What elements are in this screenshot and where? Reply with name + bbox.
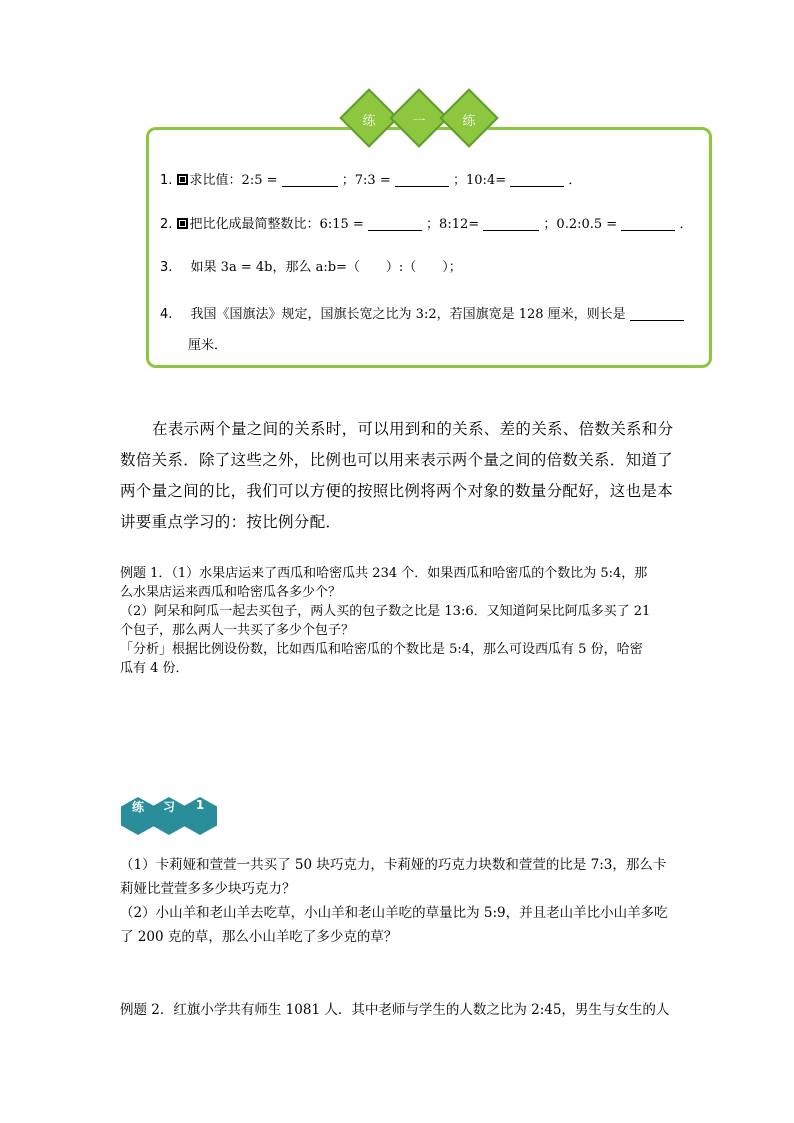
- exercise-line: 莉娅比萱萱多多少块巧克力？: [120, 881, 296, 897]
- question-text: ；7:3 =: [341, 173, 391, 188]
- intro-line: 数倍关系．除了这些之外，比例也可以用来表示两个量之间的倍数关系．知道了: [120, 451, 674, 469]
- analysis-line: 瓜有 4 份．: [120, 661, 189, 676]
- practice-header-label-1: 练: [362, 114, 376, 129]
- example-line: 么水果店运来西瓜和哈密瓜各多少个？: [120, 585, 342, 600]
- question-4: [160, 306, 684, 324]
- intro-paragraph: [120, 414, 690, 538]
- intro-line: 在表示两个量之间的关系时，可以用到和的关系、差的关系、倍数关系和分: [152, 420, 674, 438]
- question-text: ．: [568, 173, 582, 188]
- practice-box: [146, 127, 712, 368]
- answer-blank[interactable]: [483, 216, 539, 231]
- checkbox-icon: [177, 218, 188, 229]
- example-line: 个包子，那么两人一共买了多少个包子？: [120, 623, 355, 638]
- question-3: [160, 259, 462, 277]
- question-number: 2.: [160, 217, 173, 232]
- checkbox-icon: [177, 174, 188, 185]
- answer-blank[interactable]: [621, 216, 675, 231]
- question-text: ；10:4=: [453, 173, 507, 188]
- example-line: 例题 1．（1）水果店运来了西瓜和哈密瓜共 234 个．如果西瓜和哈密瓜的个数比为 5:4，那: [120, 566, 648, 581]
- exercise-1: [120, 853, 680, 949]
- practice-header-label-3: 练: [462, 114, 476, 129]
- example-line: 例题 2．红旗小学共有师生 1081 人．其中老师与学生的人数之比为 2:45，男生与女生的人: [120, 1002, 670, 1018]
- exercise-line: （1）卡莉娅和萱萱一共买了 50 块巧克力，卡莉娅的巧克力块数和萱萱的比是 7:3，那么卡: [120, 857, 667, 873]
- question-number: 4.: [160, 307, 173, 322]
- question-text: 如果 3a = 4b，那么 a:b=（ ）:（ ）；: [190, 260, 462, 275]
- question-4-line-2: 厘米．: [188, 338, 228, 353]
- exercise-header-label-3: 1: [195, 798, 205, 812]
- question-text: ；0.2:0.5 =: [543, 217, 618, 232]
- question-text: 我国《国旗法》规定，国旗长宽之比为 3:2，若国旗宽是 128 厘米，则长是: [190, 307, 626, 322]
- question-1: [160, 172, 581, 190]
- question-text: ．: [679, 217, 693, 232]
- analysis-line: 「分析」根据比例设份数，比如西瓜和哈密瓜的个数比是 5:4，那么可设西瓜有 5 份，哈密: [120, 642, 643, 657]
- answer-blank[interactable]: [395, 172, 449, 187]
- exercise-header-label-1: 练: [131, 800, 144, 814]
- question-text: 把比化成最简整数比：6:15 =: [189, 217, 364, 232]
- question-text: 求比值：2:5 =: [189, 173, 278, 188]
- intro-line: 两个量之间的比，我们可以方便的按照比例将两个对象的数量分配好，这也是本: [120, 482, 674, 500]
- question-2: [160, 216, 692, 234]
- example-2: [120, 1001, 680, 1020]
- answer-blank[interactable]: [630, 306, 684, 321]
- question-number: 3.: [160, 260, 173, 275]
- example-1: [120, 564, 680, 678]
- exercise-line: （2）小山羊和老山羊去吃草，小山羊和老山羊吃的草量比为 5:9，并且老山羊比小山羊多吃: [120, 905, 668, 921]
- practice-header-label-2: 一: [412, 114, 426, 129]
- question-number: 1.: [160, 173, 173, 188]
- exercise-line: 了 200 克的草，那么小山羊吃了多少克的草？: [120, 929, 398, 945]
- question-text: ；8:12=: [426, 217, 480, 232]
- exercise-header-label-2: 习: [162, 800, 175, 814]
- example-line: （2）阿呆和阿瓜一起去买包子，两人买的包子数之比是 13:6．又知道阿呆比阿瓜多买了 21: [120, 604, 651, 619]
- answer-blank[interactable]: [368, 216, 422, 231]
- intro-line: 讲要重点学习的：按比例分配．: [120, 513, 342, 531]
- answer-blank[interactable]: [282, 172, 338, 187]
- answer-blank[interactable]: [510, 172, 564, 187]
